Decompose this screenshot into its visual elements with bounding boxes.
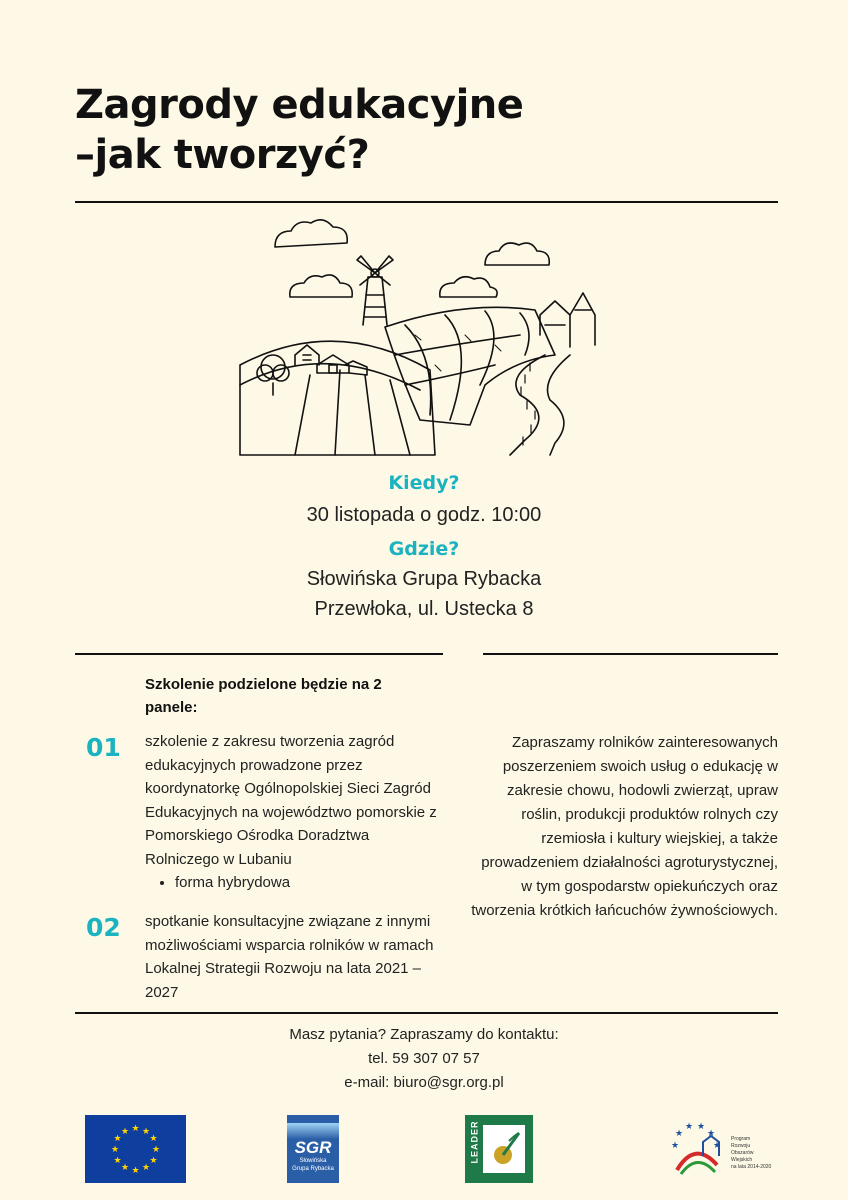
leader-logo-text: LEADER (469, 1120, 480, 1164)
panel-2-text: spotkanie konsultacyjne związane z innymi możliwościami wsparcia rolników w ramach Lokalnej Strategii Rozwoju na lata 2021 – 2027 (145, 913, 434, 1001)
sgr-logo-text: SGR (294, 1138, 332, 1157)
panel-2-number: 02 (86, 913, 121, 942)
prow-line-4: Wiejskich (731, 1157, 753, 1163)
where-label: Gdzie? (388, 538, 460, 560)
svg-text:★: ★ (141, 1163, 151, 1173)
sgr-logo-sub1: Słowińska (299, 1158, 327, 1164)
where-line-2: Przewłoka, ul. Ustecka 8 (314, 598, 534, 620)
sgr-logo-sub2: Grupa Rybacka (292, 1166, 334, 1172)
svg-text:★: ★ (113, 1134, 122, 1144)
svg-text:★: ★ (141, 1127, 151, 1137)
when-label: Kiedy? (388, 472, 460, 494)
panels-heading: Szkolenie podzielone będzie na 2 panele: (145, 676, 382, 716)
prow-logo (665, 1120, 775, 1180)
invitation-text: Zapraszamy rolników zainteresowanych poszerzeniem swoich usług o edukację w zakresie chowu, hodowli zwierząt, upraw roślin, produkcji produktów rolnych czy rzemiosła i kultury wiejskiej, a także prowadzeniem działalności agroturystycznej, w tym gospodarstw opiekuńczych oraz tworzenia krótkich łańcuchów żywnościowych. (471, 734, 778, 919)
svg-text:★: ★ (120, 1127, 130, 1137)
svg-text:★: ★ (149, 1134, 158, 1144)
contact-intro: Masz pytania? Zapraszamy do kontaktu: (289, 1026, 559, 1043)
leaf-icon (479, 1121, 529, 1177)
title-line-2: –jak tworzyć? (75, 132, 370, 178)
prow-line-1: Program (731, 1136, 751, 1142)
leader-logo (465, 1115, 533, 1183)
eu-flag-logo (85, 1115, 186, 1183)
prow-line-2: Rozwoju (731, 1143, 751, 1149)
svg-text:★: ★ (110, 1145, 120, 1155)
farm-illustration (235, 215, 615, 465)
svg-text:★: ★ (113, 1156, 122, 1166)
divider-top (75, 201, 778, 203)
svg-text:★: ★ (670, 1141, 680, 1151)
prow-line-5: na lata 2014-2020 (731, 1164, 772, 1170)
svg-text:★: ★ (131, 1124, 140, 1134)
panel-1-text: szkolenie z zakresu tworzenia zagród edukacyjnych prowadzone przez koordynatorkę Ogólnopolskiej Sieci Zagród Edukacyjnych na województwo pomorskie z Pomorskiego Ośrodka Doradztwa Rolniczego w Lubaniu (145, 733, 437, 868)
prow-line-3: Obszarów (731, 1150, 754, 1156)
svg-text:★: ★ (674, 1129, 684, 1139)
contact-email[interactable]: e-mail: biuro@sgr.org.pl (344, 1074, 504, 1091)
prow-emblem-icon (665, 1120, 727, 1180)
svg-text:★: ★ (706, 1129, 716, 1139)
svg-text:★: ★ (131, 1166, 140, 1176)
page-title (75, 80, 523, 180)
panel-1-text-block (145, 730, 445, 895)
panel-1-bullets (145, 871, 445, 895)
svg-text:★: ★ (149, 1156, 158, 1166)
where-line-1: Słowińska Grupa Rybacka (306, 568, 542, 590)
svg-text:★: ★ (712, 1141, 722, 1151)
panel-1-number: 01 (86, 733, 121, 762)
svg-text:★: ★ (151, 1145, 161, 1155)
svg-text:★: ★ (696, 1122, 706, 1132)
when-value: 30 listopada o godz. 10:00 (306, 504, 542, 526)
divider-bottom (75, 1012, 778, 1014)
contact-phone: tel. 59 307 07 57 (368, 1050, 480, 1067)
divider-left-top (75, 653, 443, 655)
title-line-1: Zagrody edukacyjne (75, 82, 524, 128)
sgr-logo (287, 1115, 339, 1183)
svg-text:★: ★ (684, 1122, 694, 1132)
svg-text:★: ★ (120, 1163, 130, 1173)
divider-right-top (483, 653, 778, 655)
panel-1-bullet: • forma hybrydowa (175, 871, 445, 895)
